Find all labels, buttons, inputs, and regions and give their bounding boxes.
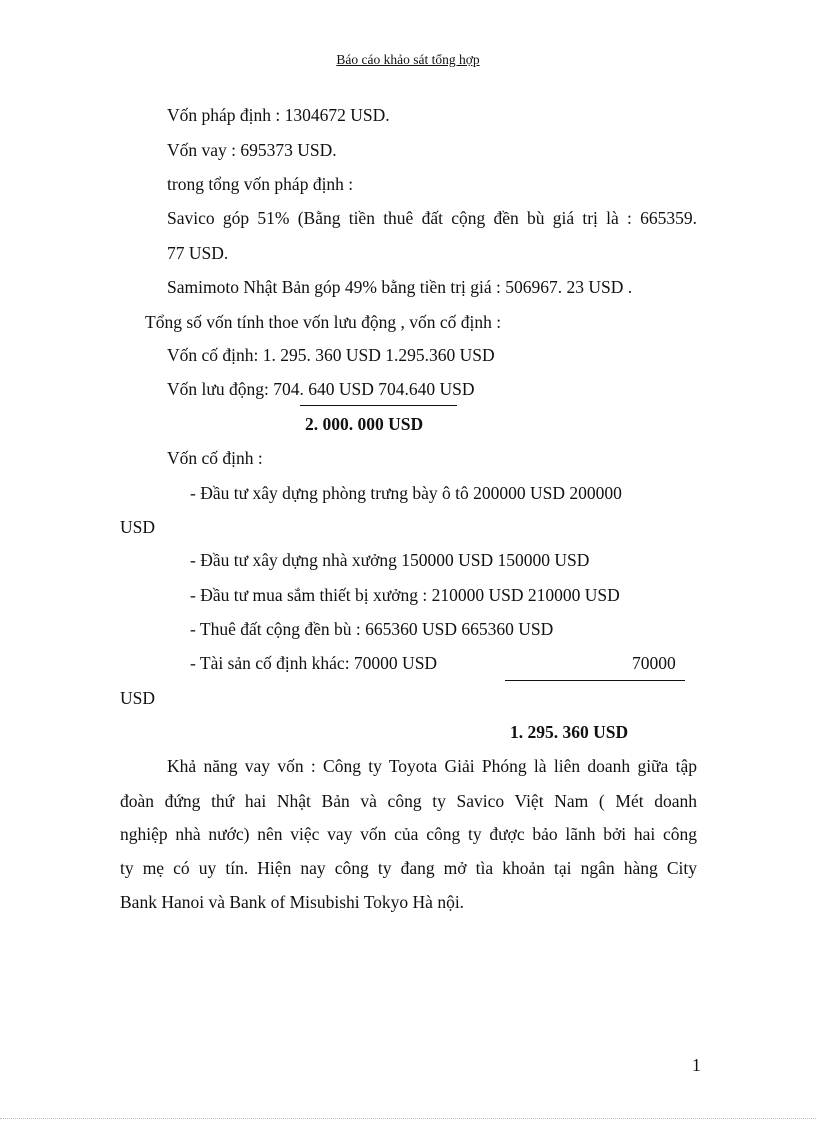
loan-capacity-line-3: nghiệp nhà nước) nên việc vay vốn của công ty được bảo lãnh bởi hai công: [120, 824, 697, 844]
savico-contribution-line-1: Savico góp 51% (Bằng tiền thuê đất cộng đền bù giá trị là : 665359.: [167, 208, 697, 228]
loan-capacity-line-5: Bank Hanoi và Bank of Misubishi Tokyo Hà nội.: [120, 892, 465, 912]
loan-capacity-line-1: Khả năng vay vốn : Công ty Toyota Giải Phóng là liên doanh giữa tập: [167, 756, 697, 776]
fixed-item-showroom-line-1: - Đầu tư xây dựng phòng trưng bày ô tô 200000 USD 200000: [190, 483, 622, 503]
loan-capital-line: Vốn vay : 695373 USD.: [167, 140, 337, 160]
fixed-item-equipment: - Đầu tư mua sắm thiết bị xưởng : 210000 USD 210000 USD: [190, 585, 620, 605]
grand-total-capital: 2. 000. 000 USD: [305, 414, 424, 434]
fixed-item-workshop: - Đầu tư xây dựng nhà xưởng 150000 USD 150000 USD: [190, 550, 590, 570]
within-legal-capital-line: trong tổng vốn pháp định :: [167, 174, 354, 194]
fixed-item-other-assets-line-2: USD: [120, 688, 156, 708]
sum-rule-2: [505, 680, 685, 681]
loan-capacity-line-2: đoàn đứng thứ hai Nhật Bản và công ty Savico Việt Nam ( Mét doanh: [120, 791, 697, 811]
legal-capital-line: Vốn pháp định : 1304672 USD.: [167, 105, 390, 125]
page-number: 1: [692, 1055, 701, 1075]
fixed-item-other-assets-value: 70000: [632, 653, 676, 673]
savico-contribution-line-2: 77 USD.: [167, 243, 229, 263]
page-header-title: Báo cáo khảo sát tổng hợp: [336, 52, 480, 67]
samimoto-contribution-line: Samimoto Nhật Bản góp 49% bằng tiền trị giá : 506967. 23 USD .: [167, 277, 633, 297]
working-capital-line: Vốn lưu động: 704. 640 USD 704.640 USD: [167, 379, 475, 399]
loan-capacity-line-4: ty mẹ có uy tín. Hiện nay công ty đang mở tìa khoản tại ngân hàng City: [120, 858, 697, 878]
fixed-item-land-lease: - Thuê đất cộng đền bù : 665360 USD 665360 USD: [190, 619, 554, 639]
fixed-capital-line: Vốn cố định: 1. 295. 360 USD 1.295.360 USD: [167, 345, 495, 365]
fixed-capital-total: 1. 295. 360 USD: [510, 722, 629, 742]
total-capital-heading: Tổng số vốn tính thoe vốn lưu động , vốn cố định :: [145, 312, 502, 332]
sum-rule-1: [300, 405, 457, 406]
fixed-breakdown-heading: Vốn cố định :: [167, 448, 263, 468]
fixed-item-other-assets: - Tài sản cố định khác: 70000 USD: [190, 653, 438, 673]
page-footer-divider: [0, 1118, 816, 1119]
fixed-item-showroom-line-2: USD: [120, 517, 156, 537]
